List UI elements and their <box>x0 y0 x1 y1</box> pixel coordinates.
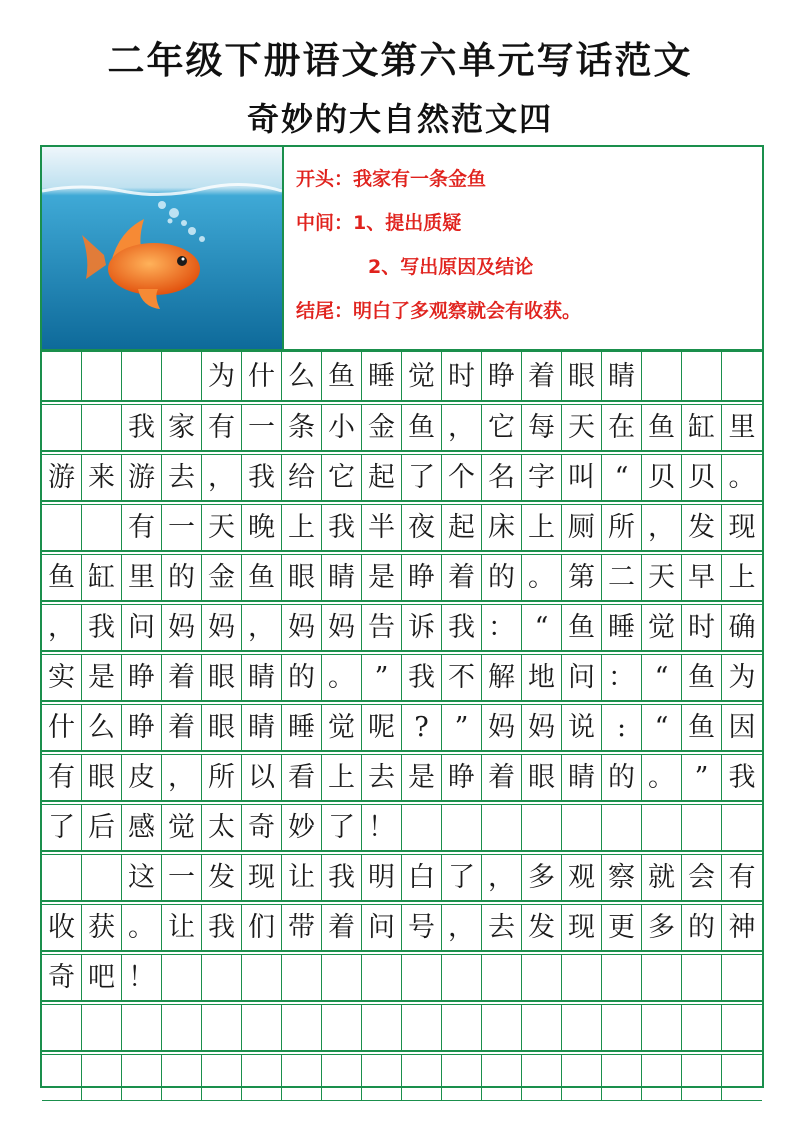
grid-cell <box>442 955 482 1000</box>
grid-cell <box>122 1005 162 1050</box>
grid-cell <box>442 1005 482 1050</box>
grid-cell <box>362 955 402 1000</box>
grid-cell <box>522 1005 562 1050</box>
grid-cell: 皮 <box>122 755 162 800</box>
grid-cell: 眼 <box>282 555 322 600</box>
grid-cell: 着 <box>322 905 362 950</box>
grid-row <box>42 601 762 651</box>
grid-row <box>42 1051 762 1101</box>
grid-cell: 贝 <box>682 455 722 500</box>
grid-cell: ， <box>242 605 282 650</box>
grid-row <box>42 701 762 751</box>
grid-cell: ， <box>202 455 242 500</box>
header-panel <box>42 147 762 351</box>
grid-row <box>42 451 762 501</box>
grid-cell: 字 <box>522 455 562 500</box>
grid-cell: 说 <box>562 705 602 750</box>
grid-cell: 的 <box>282 655 322 700</box>
grid-cell: 睛 <box>322 555 362 600</box>
grid-cell: 奇 <box>242 805 282 850</box>
grid-cell: 觉 <box>162 805 202 850</box>
grid-cell <box>82 352 122 400</box>
grid-cell <box>642 955 682 1000</box>
grid-cell <box>722 1055 762 1100</box>
grid-cell: 是 <box>402 755 442 800</box>
grid-cell <box>162 352 202 400</box>
grid-cell <box>162 1005 202 1050</box>
grid-cell: 天 <box>642 555 682 600</box>
grid-cell: 睡 <box>282 705 322 750</box>
grid-cell <box>682 805 722 850</box>
grid-cell <box>562 1055 602 1100</box>
grid-cell: 让 <box>282 855 322 900</box>
grid-cell: 多 <box>522 855 562 900</box>
grid-row <box>42 951 762 1001</box>
grid-cell: 太 <box>202 805 242 850</box>
grid-cell: 眼 <box>202 655 242 700</box>
grid-cell: 金 <box>202 555 242 600</box>
grid-cell: 睛 <box>602 352 642 400</box>
grid-cell: 叫 <box>562 455 602 500</box>
grid-cell: 为 <box>728 662 756 693</box>
grid-cell: 感 <box>122 805 162 850</box>
grid-cell: 睁 <box>442 755 482 800</box>
grid-cell: 去 <box>362 755 402 800</box>
grid-cell <box>482 1005 522 1050</box>
grid-cell: 小 <box>322 405 362 450</box>
grid-row <box>42 1001 762 1051</box>
grid-cell: 的 <box>162 555 202 600</box>
grid-cell: 床 <box>482 505 522 550</box>
grid-cell <box>402 1055 442 1100</box>
grid-cell <box>202 1055 242 1100</box>
grid-cell: ： <box>482 605 522 650</box>
grid-cell: 起 <box>362 455 402 500</box>
grid-cell <box>362 1005 402 1050</box>
grid-cell <box>242 1005 282 1050</box>
grid-cell <box>122 352 162 400</box>
grid-cell: 察 <box>602 855 642 900</box>
grid-cell: 的 <box>682 905 722 950</box>
grid-cell <box>602 1055 642 1100</box>
grid-cell: ， <box>442 905 482 950</box>
grid-cell: 我 <box>82 605 122 650</box>
grid-cell: 问 <box>562 655 602 700</box>
grid-cell <box>682 1055 722 1100</box>
grid-cell <box>242 1055 282 1100</box>
grid-cell <box>562 955 602 1000</box>
grid-cell: 妈 <box>482 705 522 750</box>
grid-cell <box>402 1005 442 1050</box>
grid-cell: 有 <box>122 505 162 550</box>
grid-cell: ， <box>482 855 522 900</box>
grid-cell: 鱼 <box>562 605 602 650</box>
grid-cell: 现 <box>728 512 756 543</box>
grid-cell: 发 <box>522 905 562 950</box>
grid-cell <box>482 955 522 1000</box>
grid-cell: 有 <box>202 405 242 450</box>
grid-cell: 么 <box>82 705 122 750</box>
grid-cell: 上 <box>728 562 756 593</box>
grid-cell: 一 <box>162 855 202 900</box>
grid-cell: 名 <box>482 455 522 500</box>
grid-cell: 二 <box>602 555 642 600</box>
grid-cell: ， <box>162 755 202 800</box>
grid-cell: 贝 <box>642 455 682 500</box>
grid-cell: 眼 <box>522 755 562 800</box>
grid-cell: 了 <box>442 855 482 900</box>
grid-cell: 发 <box>682 505 722 550</box>
grid-cell: 着 <box>442 555 482 600</box>
grid-cell: : <box>602 705 642 750</box>
grid-cell: 发 <box>202 855 242 900</box>
grid-cell <box>602 1005 642 1050</box>
grid-cell: 诉 <box>402 605 442 650</box>
grid-cell: 了 <box>42 805 82 850</box>
grid-cell: 睛 <box>242 705 282 750</box>
grid-cell: 我 <box>242 455 282 500</box>
grid-cell: 睁 <box>482 352 522 400</box>
grid-cell: 的 <box>482 555 522 600</box>
grid-cell <box>162 1055 202 1100</box>
grid-cell: 有 <box>42 755 82 800</box>
grid-cell <box>682 352 722 400</box>
grid-cell: 天 <box>202 505 242 550</box>
grid-cell: 了 <box>322 805 362 850</box>
grid-cell: 鱼 <box>402 405 442 450</box>
grid-cell <box>682 1005 722 1050</box>
grid-cell: 所 <box>202 755 242 800</box>
grid-cell <box>42 855 82 900</box>
grid-cell <box>562 1005 602 1050</box>
grid-cell <box>722 352 762 400</box>
grid-cell: 妙 <box>282 805 322 850</box>
grid-cell: 什 <box>242 352 282 400</box>
grid-cell: 天 <box>562 405 602 450</box>
grid-cell: 妈 <box>202 605 242 650</box>
grid-cell: 睁 <box>402 555 442 600</box>
grid-cell: 更 <box>602 905 642 950</box>
essay-grid <box>42 351 762 1101</box>
grid-cell: “ <box>602 455 642 500</box>
grid-cell: 鱼 <box>322 352 362 400</box>
grid-cell: 游 <box>122 455 162 500</box>
grid-cell <box>642 1005 682 1050</box>
grid-cell: 眼 <box>202 705 242 750</box>
grid-cell: 呢 <box>362 705 402 750</box>
grid-cell: 号 <box>402 905 442 950</box>
grid-cell <box>522 805 562 850</box>
grid-cell: 确 <box>728 612 756 643</box>
grid-cell: ， <box>642 505 682 550</box>
grid-cell <box>482 805 522 850</box>
grid-cell: 我 <box>442 605 482 650</box>
grid-cell <box>82 1055 122 1100</box>
goldfish-image <box>42 147 284 349</box>
grid-cell: ， <box>442 405 482 450</box>
grid-cell <box>42 505 82 550</box>
grid-cell: 给 <box>282 455 322 500</box>
grid-cell: 不 <box>442 655 482 700</box>
grid-cell <box>42 405 82 450</box>
grid-cell: ， <box>42 605 82 650</box>
grid-cell <box>602 805 642 850</box>
grid-cell <box>522 1055 562 1100</box>
grid-cell: 观 <box>562 855 602 900</box>
grid-cell <box>682 955 722 1000</box>
grid-cell: 了 <box>402 455 442 500</box>
grid-cell: 地 <box>522 655 562 700</box>
grid-cell: 是 <box>362 555 402 600</box>
grid-cell: ” <box>362 655 402 700</box>
grid-cell <box>82 505 122 550</box>
grid-cell <box>722 955 762 1000</box>
grid-cell: 睁 <box>122 705 162 750</box>
grid-cell <box>282 955 322 1000</box>
grid-cell: 所 <box>602 505 642 550</box>
outline-item-ending: 结尾：明白了多观察就会有收获。 <box>296 300 582 322</box>
grid-cell: 睡 <box>602 605 642 650</box>
grid-cell <box>442 1055 482 1100</box>
grid-row <box>42 651 762 701</box>
grid-cell: 眼 <box>562 352 602 400</box>
grid-cell: 去 <box>162 455 202 500</box>
grid-cell <box>122 1055 162 1100</box>
grid-cell: 。 <box>122 905 162 950</box>
grid-row <box>42 501 762 551</box>
grid-cell: 现 <box>242 855 282 900</box>
grid-cell: 以 <box>242 755 282 800</box>
grid-cell: 起 <box>442 505 482 550</box>
grid-cell: 厕 <box>562 505 602 550</box>
grid-cell: “ <box>642 655 682 700</box>
grid-cell: 时 <box>442 352 482 400</box>
grid-cell <box>642 805 682 850</box>
grid-cell: 上 <box>522 505 562 550</box>
grid-cell: 里 <box>728 412 756 443</box>
grid-cell: 眼 <box>82 755 122 800</box>
grid-cell: 告 <box>362 605 402 650</box>
grid-cell: 觉 <box>322 705 362 750</box>
grid-cell <box>42 1005 82 1050</box>
grid-cell: 早 <box>682 555 722 600</box>
grid-cell: 睡 <box>362 352 402 400</box>
grid-cell: 会 <box>682 855 722 900</box>
grid-cell <box>522 955 562 1000</box>
grid-cell <box>642 352 682 400</box>
grid-cell: 它 <box>482 405 522 450</box>
grid-cell <box>722 1005 762 1050</box>
grid-row <box>42 551 762 601</box>
grid-cell: 妈 <box>162 605 202 650</box>
grid-cell: 我 <box>322 505 362 550</box>
grid-cell <box>322 1005 362 1050</box>
grid-cell: 上 <box>282 505 322 550</box>
grid-cell: 妈 <box>522 705 562 750</box>
grid-cell: 带 <box>282 905 322 950</box>
grid-cell: 妈 <box>322 605 362 650</box>
grid-cell: 就 <box>642 855 682 900</box>
grid-cell: 让 <box>162 905 202 950</box>
grid-cell <box>282 1055 322 1100</box>
grid-cell: 每 <box>522 405 562 450</box>
grid-cell: 。 <box>642 755 682 800</box>
outline-list <box>296 165 581 341</box>
grid-cell: 后 <box>82 805 122 850</box>
grid-cell: 现 <box>562 905 602 950</box>
grid-cell <box>482 1055 522 1100</box>
outline-item-opening: 开头：我家有一条金鱼 <box>296 168 487 190</box>
grid-cell: ? <box>402 705 442 750</box>
grid-cell: 晚 <box>242 505 282 550</box>
grid-cell: 缸 <box>682 405 722 450</box>
grid-cell: 家 <box>162 405 202 450</box>
outline-item-middle-1: 中间：1、提出质疑 <box>296 212 462 234</box>
grid-cell: 为 <box>202 352 242 400</box>
writing-sheet <box>40 145 764 1088</box>
grid-cell: 吧 <box>82 955 122 1000</box>
grid-cell: 着 <box>522 352 562 400</box>
grid-cell: 是 <box>82 655 122 700</box>
grid-cell: 收 <box>42 905 82 950</box>
grid-cell: “ <box>522 605 562 650</box>
grid-cell: 夜 <box>402 505 442 550</box>
grid-cell: 实 <box>42 655 82 700</box>
grid-cell: 时 <box>682 605 722 650</box>
grid-cell <box>82 405 122 450</box>
grid-cell: 游 <box>42 455 82 500</box>
grid-cell <box>242 955 282 1000</box>
outline-item-middle-2: 2、写出原因及结论 <box>368 256 534 278</box>
grid-cell <box>402 955 442 1000</box>
grid-cell: 什 <box>42 705 82 750</box>
grid-cell: 着 <box>162 705 202 750</box>
grid-cell: 神 <box>728 912 756 943</box>
grid-cell <box>562 805 602 850</box>
grid-cell: 睁 <box>122 655 162 700</box>
grid-cell: 奇 <box>42 955 82 1000</box>
grid-cell: 一 <box>162 505 202 550</box>
grid-cell: 鱼 <box>682 705 722 750</box>
grid-row <box>42 851 762 901</box>
goldfish-icon <box>42 147 282 349</box>
grid-cell: 半 <box>362 505 402 550</box>
grid-cell: 妈 <box>282 605 322 650</box>
grid-cell: 去 <box>482 905 522 950</box>
grid-cell <box>322 955 362 1000</box>
grid-cell: 金 <box>362 405 402 450</box>
grid-cell: 鱼 <box>682 655 722 700</box>
page-title: 二年级下册语文第六单元写话范文 <box>107 39 693 82</box>
grid-cell: 我 <box>402 655 442 700</box>
grid-row <box>42 901 762 951</box>
grid-cell: 因 <box>728 712 756 743</box>
grid-cell <box>322 1055 362 1100</box>
grid-cell <box>362 1055 402 1100</box>
grid-cell <box>42 352 82 400</box>
grid-cell: 它 <box>322 455 362 500</box>
grid-cell: ” <box>442 705 482 750</box>
grid-cell: 觉 <box>402 352 442 400</box>
grid-cell: 一 <box>242 405 282 450</box>
grid-cell: 我 <box>322 855 362 900</box>
grid-cell: 我 <box>728 762 756 793</box>
grid-cell: 多 <box>642 905 682 950</box>
grid-cell: ： <box>602 655 642 700</box>
grid-cell: 里 <box>122 555 162 600</box>
grid-cell: 问 <box>362 905 402 950</box>
grid-cell <box>82 1005 122 1050</box>
grid-cell: 们 <box>242 905 282 950</box>
grid-cell: 睛 <box>562 755 602 800</box>
grid-cell: 着 <box>482 755 522 800</box>
grid-cell <box>722 805 762 850</box>
grid-cell: 在 <box>602 405 642 450</box>
grid-cell <box>82 855 122 900</box>
page-subtitle: 奇妙的大自然范文四 <box>246 100 553 138</box>
grid-row <box>42 351 762 401</box>
grid-cell: 着 <box>162 655 202 700</box>
grid-cell <box>602 955 642 1000</box>
grid-cell <box>402 805 442 850</box>
grid-cell: 么 <box>282 352 322 400</box>
grid-cell: 的 <box>602 755 642 800</box>
grid-cell: 鱼 <box>642 405 682 450</box>
grid-cell: 上 <box>322 755 362 800</box>
grid-cell: ” <box>682 755 722 800</box>
grid-cell <box>162 955 202 1000</box>
grid-cell: 获 <box>82 905 122 950</box>
grid-cell: 第 <box>562 555 602 600</box>
grid-cell <box>642 1055 682 1100</box>
grid-row <box>42 401 762 451</box>
grid-cell: 问 <box>122 605 162 650</box>
grid-cell: 解 <box>482 655 522 700</box>
grid-cell <box>442 805 482 850</box>
grid-cell: 我 <box>122 405 162 450</box>
grid-cell: 鱼 <box>42 555 82 600</box>
grid-cell: 来 <box>82 455 122 500</box>
grid-cell: 明 <box>362 855 402 900</box>
grid-cell: 。 <box>728 462 756 493</box>
grid-cell: 这 <box>122 855 162 900</box>
grid-cell: ！ <box>362 805 402 850</box>
grid-cell: 缸 <box>82 555 122 600</box>
grid-cell: ！ <box>122 955 162 1000</box>
grid-cell: 条 <box>282 405 322 450</box>
grid-cell: 觉 <box>642 605 682 650</box>
grid-cell: 鱼 <box>242 555 282 600</box>
grid-row <box>42 751 762 801</box>
grid-cell: 睛 <box>242 655 282 700</box>
grid-row <box>42 801 762 851</box>
grid-cell <box>202 955 242 1000</box>
grid-cell: 白 <box>402 855 442 900</box>
grid-cell: 有 <box>728 862 756 893</box>
grid-cell <box>202 1005 242 1050</box>
grid-cell: 看 <box>282 755 322 800</box>
grid-cell: 。 <box>322 655 362 700</box>
grid-cell <box>282 1005 322 1050</box>
grid-cell <box>42 1055 82 1100</box>
grid-cell: 个 <box>442 455 482 500</box>
grid-cell: 我 <box>202 905 242 950</box>
grid-cell: 。 <box>522 555 562 600</box>
grid-cell: “ <box>642 705 682 750</box>
